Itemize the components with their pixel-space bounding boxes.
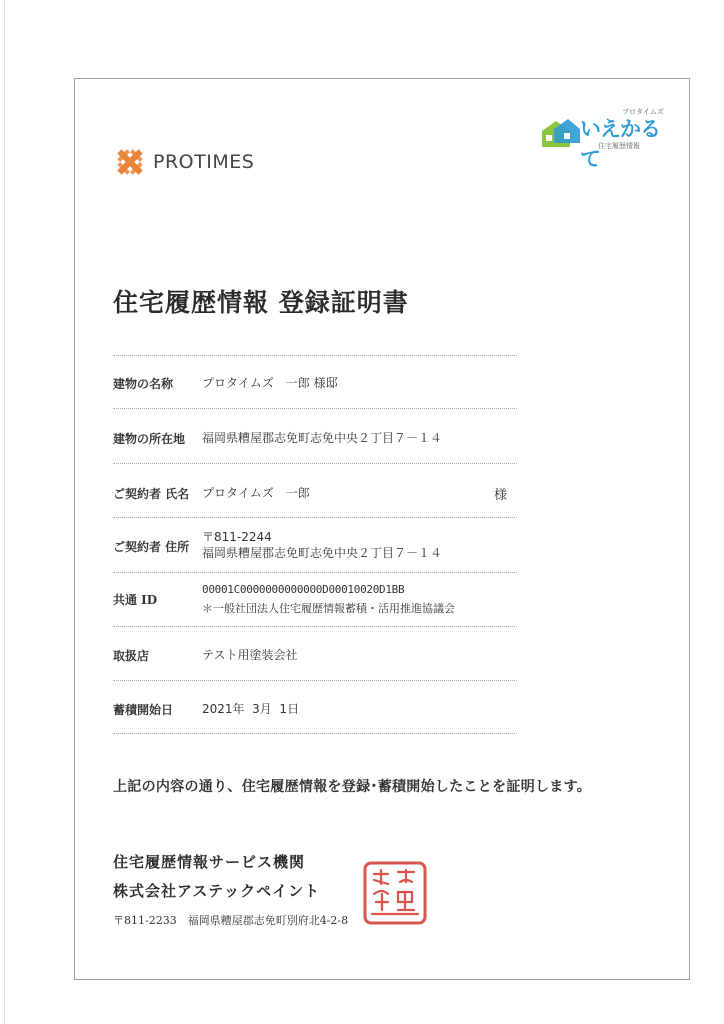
contractor-honorific: 様	[494, 488, 508, 503]
issuer-address: 〒811-2233 福岡県糟屋郡志免町別府北4-2-8	[113, 914, 349, 927]
contractor-address-value: 福岡県糟屋郡志免町志免中央２丁目７－１４	[202, 546, 443, 560]
contractor-name-value: プロタイムズ 一郎	[202, 486, 310, 500]
field-divider	[113, 626, 517, 627]
iekarute-subtext: 住宅履歴情報	[598, 142, 640, 150]
common-id-value: 00001C0000000000000D00010020D1BB	[202, 583, 405, 596]
certification-statement: 上記の内容の通り、住宅履歴情報を登録･蓄積開始したことを証明します。	[113, 779, 592, 795]
start-date-label: 蓄積開始日	[113, 703, 174, 717]
field-divider	[113, 408, 517, 409]
building-name-label: 建物の名称	[113, 377, 174, 391]
iekarute-small-text: プロタイムズ	[622, 108, 664, 116]
contractor-address-label: ご契約者 住所	[113, 540, 190, 554]
company-seal-icon	[362, 860, 428, 926]
field-divider	[113, 517, 517, 518]
contractor-postal-code: 〒811-2244	[202, 530, 272, 544]
scan-edge	[4, 0, 5, 1024]
building-location-label: 建物の所在地	[113, 432, 186, 446]
iekarute-logo	[540, 107, 670, 171]
protimes-mark-icon	[113, 145, 147, 179]
issuer-organization: 住宅履歴情報サービス機関	[113, 853, 306, 871]
common-id-note: ＊一般社団法人住宅履歴情報蓄積・活用推進協議会	[202, 602, 455, 615]
issuer-company: 株式会社アステックペイント	[113, 882, 321, 900]
building-name-value: プロタイムズ 一郎 様邸	[202, 376, 338, 390]
document-title: 住宅履歴情報 登録証明書	[113, 288, 409, 317]
iekarute-wordmark: いえかるて	[580, 117, 660, 171]
common-id-label: 共通 ID	[113, 593, 158, 607]
certificate-frame	[74, 78, 690, 980]
house-icon	[540, 117, 582, 149]
building-location-value: 福岡県糟屋郡志免町志免中央２丁目７－１４	[202, 431, 443, 445]
protimes-wordmark: PROTIMES	[153, 151, 255, 173]
field-divider	[113, 680, 517, 681]
field-divider	[113, 733, 517, 734]
start-date-value: 2021年 3月 1日	[202, 702, 300, 716]
field-divider	[113, 355, 517, 356]
field-divider	[113, 463, 517, 464]
contractor-name-label: ご契約者 氏名	[113, 487, 190, 501]
field-divider	[113, 572, 517, 573]
dealer-label: 取扱店	[113, 649, 150, 663]
dealer-value: テスト用塗装会社	[202, 648, 298, 662]
protimes-logo	[113, 146, 254, 178]
